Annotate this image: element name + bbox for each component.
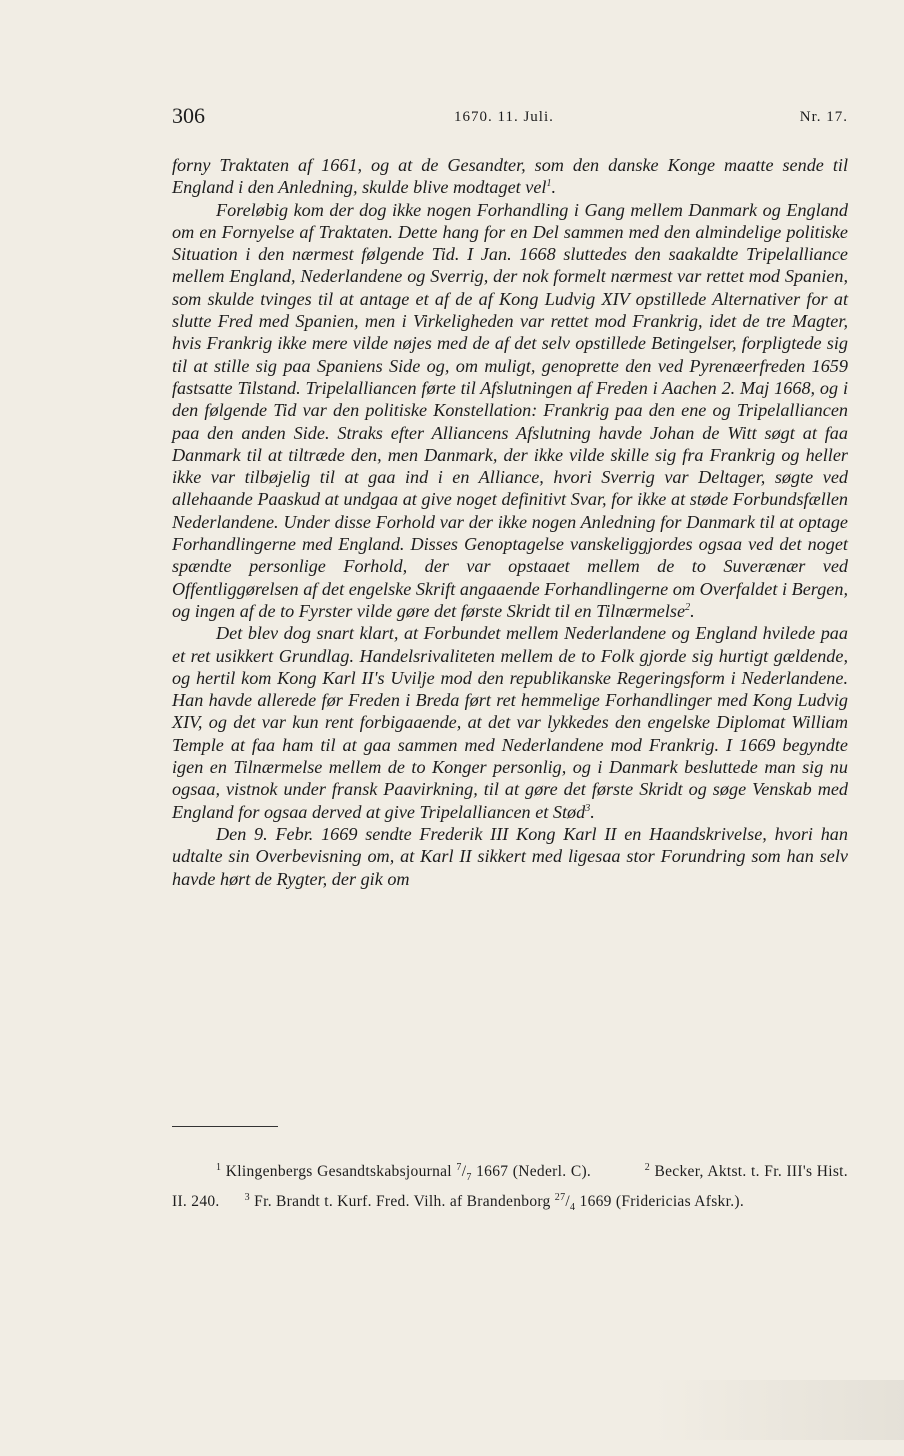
- footnote-text: Klingenbergs Gesandtskabsjournal: [225, 1163, 452, 1180]
- footnote-ref: 3: [585, 802, 591, 814]
- footnote-divider: [172, 1126, 278, 1127]
- header-date: 1670. 11. Juli.: [454, 109, 554, 125]
- footnote-1: $^1$ Klingenbergs Gesandtskabsjournal $^7/_7$ 1667 (Nederl. C).: [216, 1161, 592, 1184]
- paragraph-text: Foreløbig kom der dog ikke nogen Forhandling i Gang mellem Danmark og England om en Fornyelse af Traktaten. Dette hang for en Del sammen med den almindelige politiske Situation i den nærmest følgende Tid. I Jan. 1668 sluttedes den saakaldte Tripelalliance mellem England, Nederlandene og Sverrig, der nok formelt nærmest var rettet mod Spanien, som skulde tvinges til at antage et af de af Kong Ludvig XIV opstillede Alternativer for at slutte Fred med Spanien, men i Virkeligheden var rettet mod Frankrig, idet de tre Magter, hvis Frankrig ikke mere vilde nøjes med de af det selv opstillede Betingelser, forpligtede sig til at stille sig paa Spaniens Side og, om muligt, genoprette den ved Pyrenæerfreden 1659 fastsatte Tilstand. Tripelalliancen førte til Afslutningen af Freden i Aachen 2. Maj 1668, og i den følgende Tid var den politiske Konstellation: Frankrig paa den ene og Tripelalliancen paa den anden Side. Straks efter Alliancens Afslutning havde Johan de Witt søgt at faa Danmark til at tiltræde den, men Danmark, der ikke vilde skille sig fra Frankrig og heller ikke var tilbøjelig til at gaa ind i en Alliance, hvori Sverrig var Deltager, søgte ved allehaande Paaskud at undgaa at give noget definitivt Svar, for ikke at støde Forbundsfællen Nederlandene. Under disse Forhold var der ikke nogen Anledning for Danmark til at optage Forhandlingerne med England. Disses Genoptagelse vanskeliggjordes ogsaa ved det noget spændte personlige Forhold, der var opstaaet mellem de to Suverænær ved Offentliggørelsen af det engelske Skrift angaaende Forhandlingerne om Overfaldet i Bergen, og ingen af de to Fyrster vilde gøre det første Skridt til en Tilnærmelse: [172, 199, 848, 621]
- page-header: [172, 103, 848, 135]
- footnote-mark: 1: [216, 1161, 222, 1173]
- footnote-text: Fr. Brandt t. Kurf. Fred. Vilh. af Brandenborg: [254, 1193, 551, 1211]
- paragraph-tail: .: [590, 801, 595, 822]
- paragraph-text: forny Traktaten af 1661, og at de Gesandter, som den danske Konge maatte sende til England i den Anledning, skulde blive modtaget vel: [172, 155, 848, 198]
- paragraph: [172, 154, 848, 199]
- footnote-ref: 2: [685, 601, 691, 613]
- footnote-3: $^3$ Fr. Brandt t. Kurf. Fred. Vilh. af Brandenborg $^{27}/_4$ 1669 (Fridericias Afskr.).: [244, 1191, 745, 1214]
- fraction-numerator: 7: [456, 1161, 462, 1173]
- fraction-denominator: 7: [466, 1172, 472, 1184]
- paragraph: [172, 199, 848, 623]
- paragraph: [172, 823, 848, 890]
- fraction-numerator: 27: [554, 1191, 566, 1203]
- paragraph-text: Den 9. Febr. 1669 sendte Frederik III Kong Karl II en Haandskrivelse, hvori han udtalte sin Overbevisning om, at Karl II sikkert med ligesaa stor Forundring som han selv havde hørt de Rygter, der gik om: [172, 823, 848, 889]
- fraction-denominator: 4: [570, 1202, 576, 1214]
- paragraph-tail: .: [551, 177, 556, 198]
- main-text: [172, 154, 848, 890]
- footnote-mark: 2: [644, 1161, 650, 1173]
- footnote-mark: 3: [244, 1191, 250, 1203]
- paragraph-tail: .: [690, 600, 695, 621]
- footnote-text: 1669 (Fridericias Afskr.).: [579, 1193, 745, 1211]
- footnote-ref: 1: [546, 178, 552, 190]
- page-stain: [654, 1380, 904, 1440]
- footnote-text: Becker, Aktst. t. Fr. III's Hist. II. 240.: [172, 1163, 848, 1211]
- paragraph-text: Det blev dog snart klart, at Forbundet mellem Nederlandene og England hvilede paa et ret usikkert Grundlag. Handelsrivaliteten mellem de to Folk gjorde sig hurtigt gældende, og hertil kom Kong Karl II's Uvilje mod den republikanske Regeringsform i Nederlandene. Han havde allerede før Freden i Breda ført ret hemmelige Forhandlinger med Kong Ludvig XIV, og det var kun rent forbigaaende, at det var lykkedes den engelske Diplomat William Temple at faa ham til at gaa sammen med Nederlandene mod Frankrig. I 1669 begyndte igen en Tilnærmelse mellem de to Konger personlig, og i Danmark besluttede man sig nu ogsaa, vistnok under fransk Paavirkning, til at gøre det første Skridt og søge Venskab med England for ogsaa derved at give Tripelalliancen et Stød: [172, 623, 848, 822]
- footnote-text: 1667 (Nederl. C).: [476, 1163, 592, 1180]
- footnotes: [172, 1160, 848, 1220]
- page-number: 306: [172, 103, 205, 128]
- document-number: Nr. 17.: [799, 109, 848, 125]
- paragraph: [172, 622, 848, 823]
